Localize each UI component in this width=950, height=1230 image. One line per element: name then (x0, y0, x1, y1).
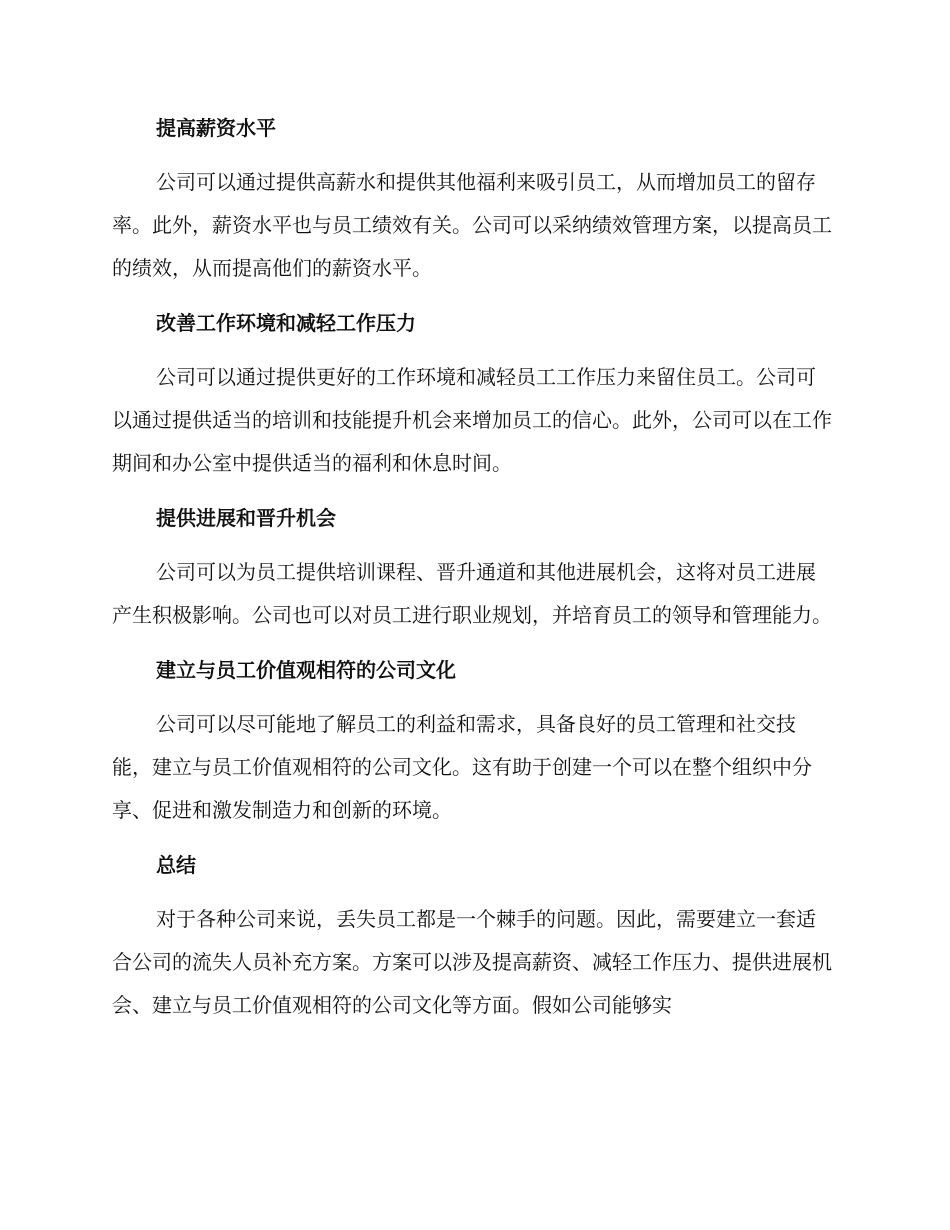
section-career-development (112, 502, 832, 637)
section-paragraph: 公司可以尽可能地了解员工的利益和需求，具备良好的员工管理和社交技能，建立与员工价值观相符的公司文化。这有助于创建一个可以在整个组织中分享、促进和激发制造力和创新的环境。 (112, 712, 812, 822)
section-company-culture (112, 654, 832, 832)
section-salary (112, 112, 832, 290)
section-paragraph: 公司可以为员工提供培训课程、晋升通道和其他进展机会，这将对员工进展产生积极影响。公司也可以对员工进行职业规划，并培育员工的领导和管理能力。 (112, 560, 832, 627)
section-heading: 总结 (156, 853, 196, 877)
section-heading: 提高薪资水平 (156, 116, 276, 140)
section-paragraph: 公司可以通过提供高薪水和提供其他福利来吸引员工，从而增加员工的留存率。此外，薪资水平也与员工绩效有关。公司可以采纳绩效管理方案，以提高员工的绩效，从而提高他们的薪资水平。 (112, 170, 832, 280)
section-heading: 提供进展和晋升机会 (156, 506, 336, 530)
section-paragraph: 对于各种公司来说，丢失员工都是一个棘手的问题。因此，需要建立一套适合公司的流失人员补充方案。方案可以涉及提高薪资、减轻工作压力、提供进展机会、建立与员工价值观相符的公司文化等方面。假如公司能够实 (112, 907, 832, 1017)
section-work-environment (112, 307, 832, 485)
section-summary (112, 849, 832, 1027)
section-paragraph: 公司可以通过提供更好的工作环境和减轻员工工作压力来留住员工。公司可以通过提供适当的培训和技能提升机会来增加员工的信心。此外，公司可以在工作期间和办公室中提供适当的福利和休息时间。 (112, 365, 832, 475)
section-heading: 建立与员工价值观相符的公司文化 (156, 658, 456, 682)
document-body (112, 112, 832, 1027)
section-heading: 改善工作环境和减轻工作压力 (156, 311, 416, 335)
